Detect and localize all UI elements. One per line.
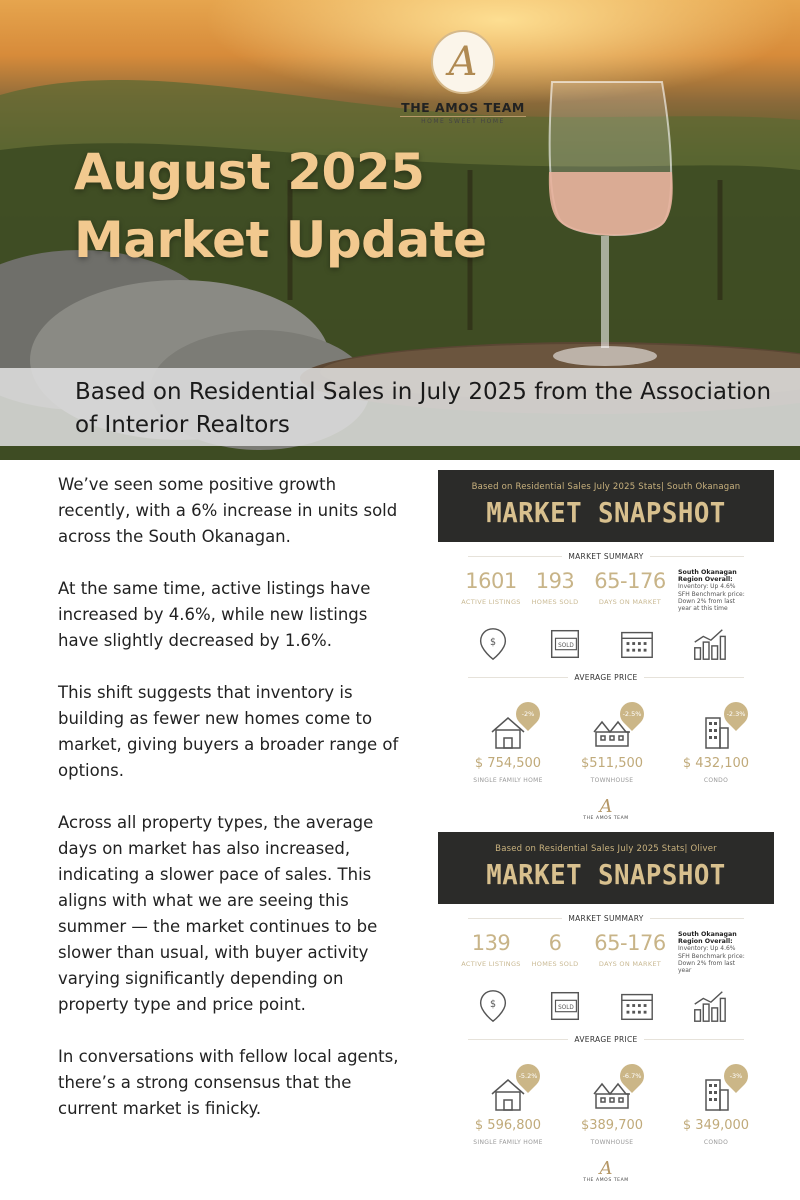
svg-text:$: $ [489,636,497,648]
footer-logo-mark: A [599,1158,613,1179]
logo-tagline: HOME SWEET HOME [400,116,526,125]
average-prices [438,696,774,796]
snapshot-header [438,470,774,542]
title-line-2: Market Update [74,211,487,269]
stat-days-on-market [586,931,674,973]
stat-value: 65-176 [594,569,666,593]
summary-icons [438,625,774,663]
region-summary [678,569,748,611]
price-change-badge: -3% [719,1059,753,1093]
page-subtitle: Based on Residential Sales in July 2025 from the Association of Interior Realtors [75,379,772,438]
price-value: $389,700 [580,1118,644,1133]
region-line: SFH Benchmark price: [678,952,745,960]
stat-homes-sold [524,569,586,611]
article-paragraph: At the same time, active listings have increased by 4.6%, while new listings have slightly decreased by 1.6%. [58,579,371,650]
price-townhouse [560,1058,664,1158]
logo-mark: A [431,30,495,94]
footer-logo [438,798,774,821]
snapshot-header-title: MARKET SNAPSHOT [486,858,726,891]
stat-days-on-market [586,569,674,611]
region-summary [678,931,748,973]
stat-label: DAYS ON MARKET [598,598,662,606]
price-change-badge: -2.3% [719,697,753,731]
price-label: TOWNHOUSE [590,777,634,784]
title-line-1: August 2025 [74,143,425,201]
price-change-badge: -2% [511,697,545,731]
price-label: SINGLE FAMILY HOME [473,777,543,784]
snapshot-header [438,832,774,904]
price-label: CONDO [703,1139,729,1146]
price-value: $ 432,100 [682,756,750,771]
svg-text:$: $ [489,998,497,1010]
price-value: $ 349,000 [682,1118,750,1133]
average-prices [438,1058,774,1158]
stat-value: 193 [535,569,575,593]
sold-sign-icon [546,625,618,663]
article-paragraph: Across all property types, the average days on market has also increased, indicating a slower pace of sales. This aligns with what we are seeing this summer — the market continues to be slower than usual, with buyer activity varying significantly depending on property type and price point. [58,813,378,1014]
price-label: SINGLE FAMILY HOME [473,1139,543,1146]
stat-label: ACTIVE LISTINGS [461,598,521,606]
svg-text:SOLD: SOLD [558,1004,574,1011]
stat-active-listings [458,931,524,973]
average-price-label: AVERAGE PRICE [438,673,774,682]
stat-value: 65-176 [594,931,666,955]
price-change-badge: -6.7% [615,1059,649,1093]
footer-logo-name: THE AMOS TEAM [583,1178,629,1183]
market-summary-stats [438,931,774,973]
region-title: South Okanagan Region Overall: [678,569,737,584]
region-line: Inventory: Up 4.6% [678,945,736,953]
stat-homes-sold [524,931,586,973]
stat-value: 139 [471,931,511,955]
page-title [74,138,554,274]
region-title: South Okanagan Region Overall: [678,931,737,946]
price-label: CONDO [703,777,729,784]
region-line: SFH Benchmark price: [678,590,745,598]
price-value: $511,500 [580,756,644,771]
price-change-badge: -2.5% [615,697,649,731]
footer-logo [438,1160,774,1183]
snapshot-header-subtitle: Based on Residential Sales July 2025 Stats| Oliver [495,844,717,854]
sold-sign-icon [546,987,618,1025]
price-value: $ 596,800 [474,1118,542,1133]
market-summary-label: MARKET SUMMARY [438,914,774,923]
calendar-icon [618,987,690,1025]
calendar-icon [618,625,690,663]
stat-label: HOMES SOLD [531,598,579,606]
region-line: Down 2% from last year at this time [678,597,736,613]
growth-chart-icon [690,625,762,663]
location-pin-icon [474,625,546,663]
article-paragraph: We’ve seen some positive growth recently, with a 6% increase in units sold across the South Okanagan. [58,475,398,546]
market-summary-label: MARKET SUMMARY [438,552,774,561]
stat-label: ACTIVE LISTINGS [461,960,521,968]
price-value: $ 754,500 [474,756,542,771]
amos-team-logo [390,30,536,125]
price-single-family [456,1058,560,1158]
average-price-label: AVERAGE PRICE [438,1035,774,1044]
hero-banner [0,0,800,460]
logo-name: THE AMOS TEAM [401,100,525,115]
article-paragraph: In conversations with fellow local agents, there’s a strong consensus that the current market is finicky. [58,1047,399,1118]
market-summary-stats [438,569,774,611]
stat-value: 6 [548,931,562,955]
price-single-family [456,696,560,796]
region-line: Inventory: Up 4.6% [678,583,736,591]
price-condo [664,696,768,796]
growth-chart-icon [690,987,762,1025]
stat-label: DAYS ON MARKET [598,960,662,968]
price-townhouse [560,696,664,796]
snapshot-header-subtitle: Based on Residential Sales July 2025 Stats| South Okanagan [471,482,741,492]
stat-value: 1601 [465,569,517,593]
article-body [58,472,408,1148]
footer-logo-name: THE AMOS TEAM [583,816,629,821]
article-paragraph: This shift suggests that inventory is building as fewer new homes come to market, giving buyers a broader range of options. [58,683,399,780]
stat-active-listings [458,569,524,611]
svg-text:SOLD: SOLD [558,642,574,649]
market-snapshot-south-okanagan [438,470,774,821]
footer-logo-mark: A [599,796,613,817]
region-line: Down 2% from last year [678,959,736,975]
summary-icons [438,987,774,1025]
snapshot-header-title: MARKET SNAPSHOT [486,496,726,529]
price-label: TOWNHOUSE [590,1139,634,1146]
price-change-badge: -5.2% [511,1059,545,1093]
location-pin-icon [474,987,546,1025]
market-snapshot-oliver [438,832,774,1183]
stat-label: HOMES SOLD [531,960,579,968]
price-condo [664,1058,768,1158]
